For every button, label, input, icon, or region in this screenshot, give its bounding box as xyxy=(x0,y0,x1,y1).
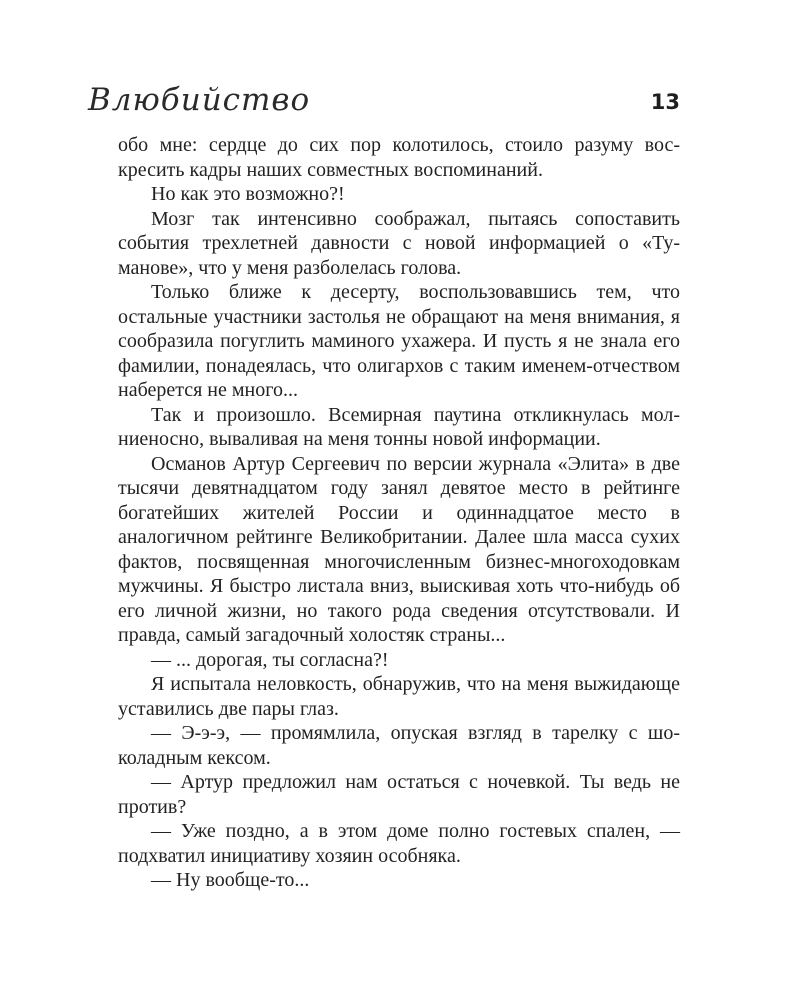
dialogue-line: — Ну вообще-то... xyxy=(151,869,310,891)
paragraph: Османов Артур Сергеевич по версии журнала «Элита» в две тысячи девятнадцатом году занял девятое место в рейтинге богатейших жителей России и одиннадцатое место в аналогичном рейтинге Великобритании. Далее шла масса сухих фактов, посвященная многочисленным бизнес-многоходовкам мужчины. Я быстро листала вниз, выискивая хоть что-нибудь об его личной жизни, но такого рода сведения отсутствовали. И правда, самый загадочный холостяк страны... xyxy=(118,452,680,646)
body-text xyxy=(118,133,680,893)
paragraph: Я испытала неловкость, обнаружив, что на меня выжидающе уставились две пары глаз. xyxy=(118,673,680,720)
dialogue-line: — Уже поздно, а в этом доме полно гостевых спален, — подхватил инициативу хозяин особняка. xyxy=(118,820,680,867)
dialogue-line: — Артур предложил нам остаться с ночевкой. Ты ведь не против? xyxy=(118,771,680,818)
dialogue-line: — Э-э-э, — промямлила, опуская взгляд в тарелку с шоколадным кексом. xyxy=(118,722,680,769)
running-title: Влюбийство xyxy=(88,82,311,118)
paragraph: Но как это возможно?! xyxy=(151,183,345,205)
paragraph: Мозг так интенсивно соображал, пытаясь сопоставить события трехлетней давности с новой информацией о «Туманове», что у меня разболелась голова. xyxy=(118,207,680,279)
dialogue-line: — ... дорогая, ты согласна?! xyxy=(151,648,389,671)
paragraph: Так и произошло. Всемирная паутина откликнулась молниеносно, вываливая на меня тонны новой информации. xyxy=(118,403,680,450)
page-number: 13 xyxy=(650,90,680,114)
paragraph: Только ближе к десерту, воспользовавшись тем, что остальные участники застолья не обращают на меня внимания, я сообразила погуглить маминого ухажера. И пусть я не знала его фамилии, понадеялась, что олигархов с таким именем-отчеством наберется не много... xyxy=(118,281,680,401)
paragraph: обо мне: сердце до сих пор колотилось, стоило разуму воскресить кадры наших совместных воспоминаний. xyxy=(118,134,680,181)
